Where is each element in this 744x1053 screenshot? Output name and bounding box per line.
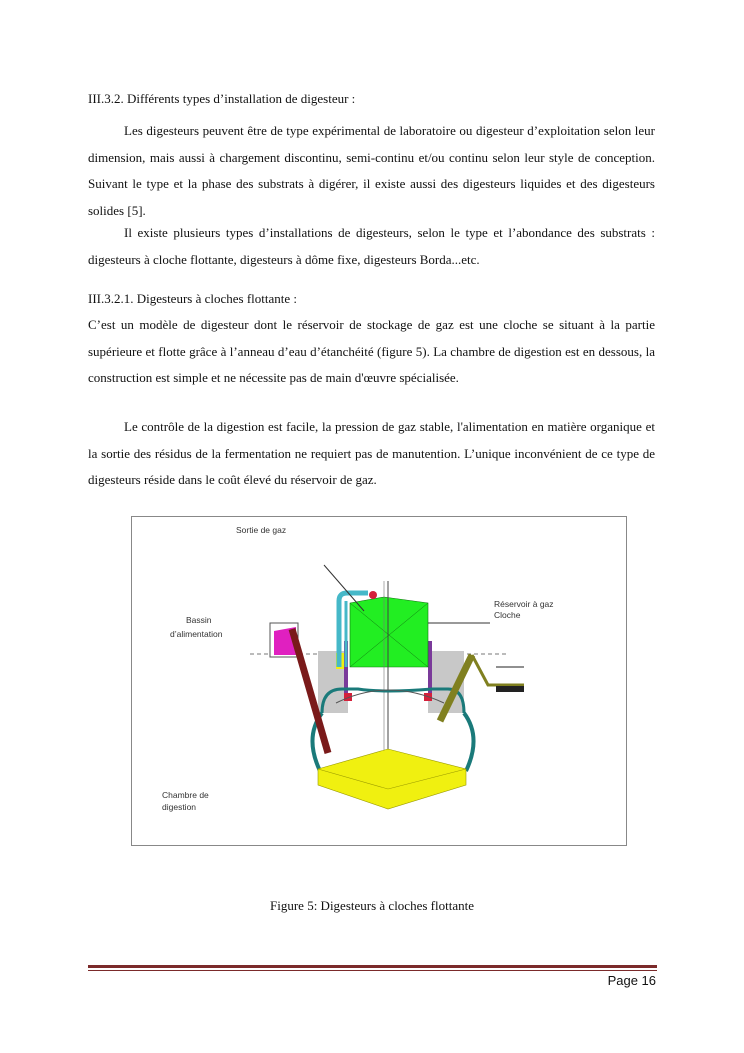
label-reservoir-1: Réservoir à gaz bbox=[494, 599, 554, 609]
figure-digester-diagram bbox=[131, 516, 627, 846]
label-chamber-2: digestion bbox=[162, 802, 197, 812]
footer-rule-thick bbox=[88, 965, 657, 968]
footer-rule-thin bbox=[88, 970, 657, 971]
section-paragraph-1 bbox=[88, 118, 655, 224]
subsection-paragraph-2 bbox=[88, 414, 655, 494]
section-paragraph-2-text: Il existe plusieurs types d’installations de digesteurs, selon le type et l’abondance des substrats : digesteurs à cloche flottante, digesteurs à dôme fixe, digesteurs Borda...etc. bbox=[88, 225, 655, 267]
label-feed-basin-2: d’alimentation bbox=[170, 629, 223, 639]
gas-outlet-pointer bbox=[324, 565, 364, 611]
page-number: Page 16 bbox=[607, 973, 656, 988]
label-gas-outlet: Sortie de gaz bbox=[236, 525, 287, 535]
subsection-heading: III.3.2.1. Digesteurs à cloches flottante : bbox=[88, 291, 298, 306]
label-feed-basin-1: Bassin bbox=[186, 615, 212, 625]
subsection-paragraph-1-text: C’est un modèle de digesteur dont le réservoir de stockage de gaz est une cloche se situant à la partie supérieure et flotte grâce à l’anneau d’eau d’étanchéité (figure 5). La chambre de digestion est en dessous, la construction est simple et ne nécessite pas de main d'œuvre spécialisée. bbox=[88, 317, 655, 385]
tank-base bbox=[318, 749, 466, 809]
subsection-paragraph-2-text: Le contrôle de la digestion est facile, la pression de gaz stable, l'alimentation en matière organique et la sortie des résidus de la fermentation ne requiert pas de manutention. L’unique inconvénient de ce type de digesteurs réside dans le coût élevé du réservoir de gaz. bbox=[88, 419, 655, 487]
subsection-paragraph-1 bbox=[88, 312, 655, 392]
guide-right bbox=[428, 641, 432, 695]
section-paragraph-2 bbox=[88, 220, 655, 273]
label-reservoir-2: Cloche bbox=[494, 610, 521, 620]
outlet-slab bbox=[496, 686, 524, 692]
gas-bell bbox=[350, 597, 428, 667]
digester-illustration bbox=[132, 517, 628, 847]
section-heading: III.3.2. Différents types d’installation de digesteur : bbox=[88, 91, 356, 106]
figure-caption: Figure 5: Digesteurs à cloches flottante bbox=[270, 898, 474, 913]
gas-valve bbox=[369, 591, 377, 599]
label-chamber-1: Chambre de bbox=[162, 790, 209, 800]
section-paragraph-1-text: Les digesteurs peuvent être de type expérimental de laboratoire ou digesteur d’exploitation selon leur dimension, mais aussi à chargement discontinu, semi-continu et/ou continu selon leur style de conception. Suivant le type et la phase des substrats à digérer, il existe aussi des digesteurs liquides et des digesteurs solides [5]. bbox=[88, 123, 655, 218]
dome-right bbox=[464, 713, 474, 771]
outlet-channel bbox=[472, 655, 524, 685]
